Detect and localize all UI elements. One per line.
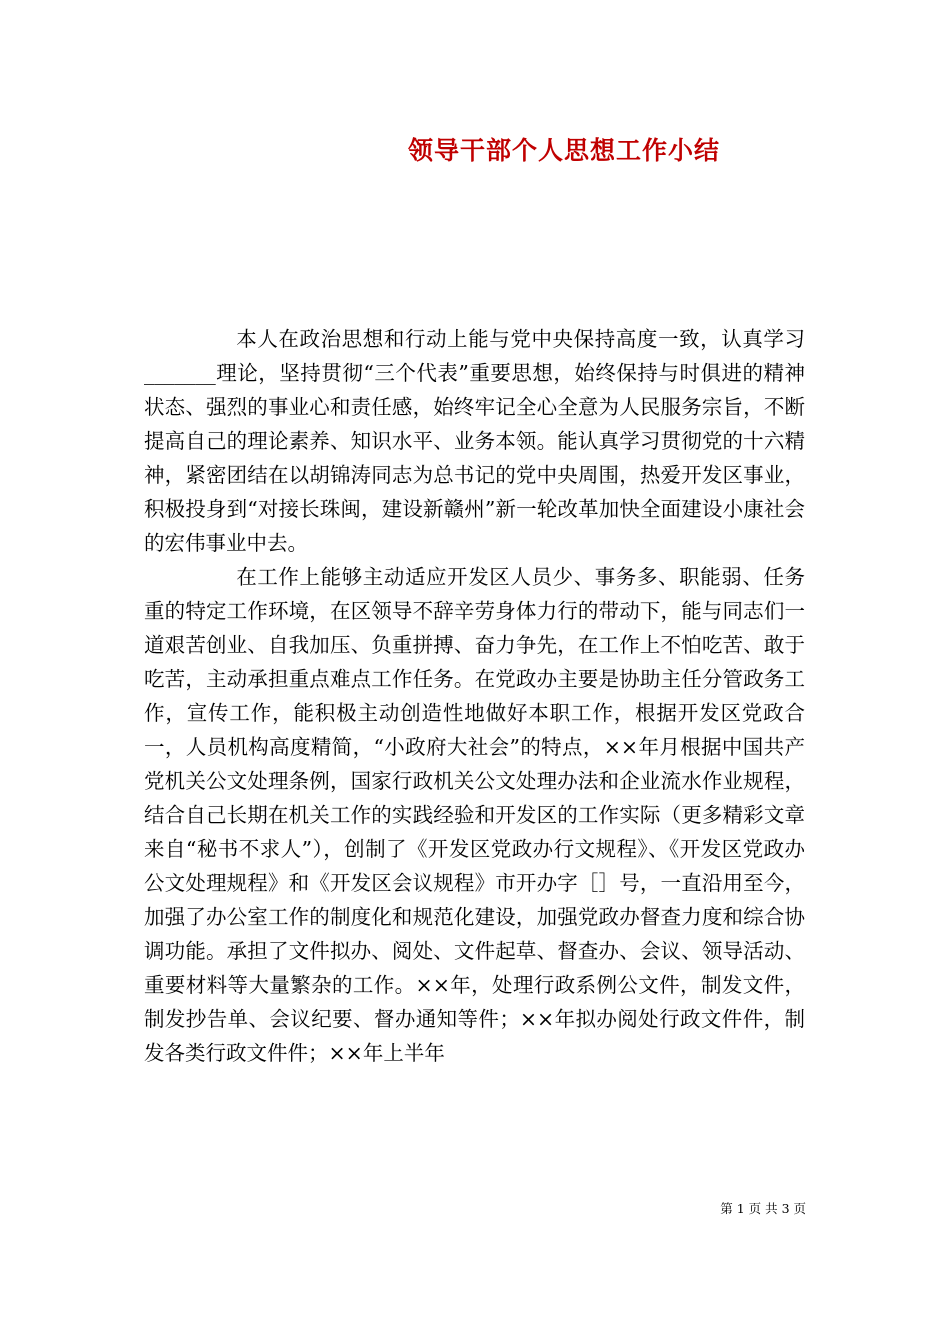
document-body	[144, 322, 805, 1070]
paragraph-1: 本人在政治思想和行动上能与党中央保持高度一致，认真学习_______理论，坚持贯彻“三个代表”重要思想，始终保持与时俱进的精神状态、强烈的事业心和责任感，始终牢记全心全意为人民服务宗旨，不断提高自己的理论素养、知识水平、业务本领。能认真学习贯彻党的十六精神，紧密团结在以胡锦涛同志为总书记的党中央周围，热爱开发区事业，积极投身到“对接长珠闽，建设新赣州”新一轮改革加快全面建设小康社会的宏伟事业中去。	[144, 327, 805, 555]
document-title: 领导干部个人思想工作小结	[407, 136, 720, 165]
page-number-footer: 第 1 页 共 3 页	[720, 1201, 806, 1216]
paragraph-2: 在工作上能够主动适应开发区人员少、事务多、职能弱、任务重的特定工作环境，在区领导不辞辛劳身体力行的带动下，能与同志们一道艰苦创业、自我加压、负重拼搏、奋力争先，在工作上不怕吃苦、敢于吃苦，主动承担重点难点工作任务。在党政办主要是协助主任分管政务工作，宣传工作，能积极主动创造性地做好本职工作，根据开发区党政合一，人员机构高度精简，“小政府大社会”的特点，××年月根据中国共产党机关公文处理条例，国家行政机关公文处理办法和企业流水作业规程，结合自己长期在机关工作的实践经验和开发区的工作实际（更多精彩文章来自“秘书不求人”），创制了《开发区党政办行文规程》、《开发区党政办公文处理规程》和《开发区会议规程》市开办字［］号，一直沿用至今，加强了办公室工作的制度化和规范化建设，加强党政办督查力度和综合协调功能。承担了文件拟办、阅处、文件起草、督查办、会议、领导活动、重要材料等大量繁杂的工作。××年，处理行政系例公文件，制发文件，制发抄告单、会议纪要、督办通知等件；××年拟办阅处行政文件件，制发各类行政文件件；××年上半年	[144, 565, 805, 1065]
